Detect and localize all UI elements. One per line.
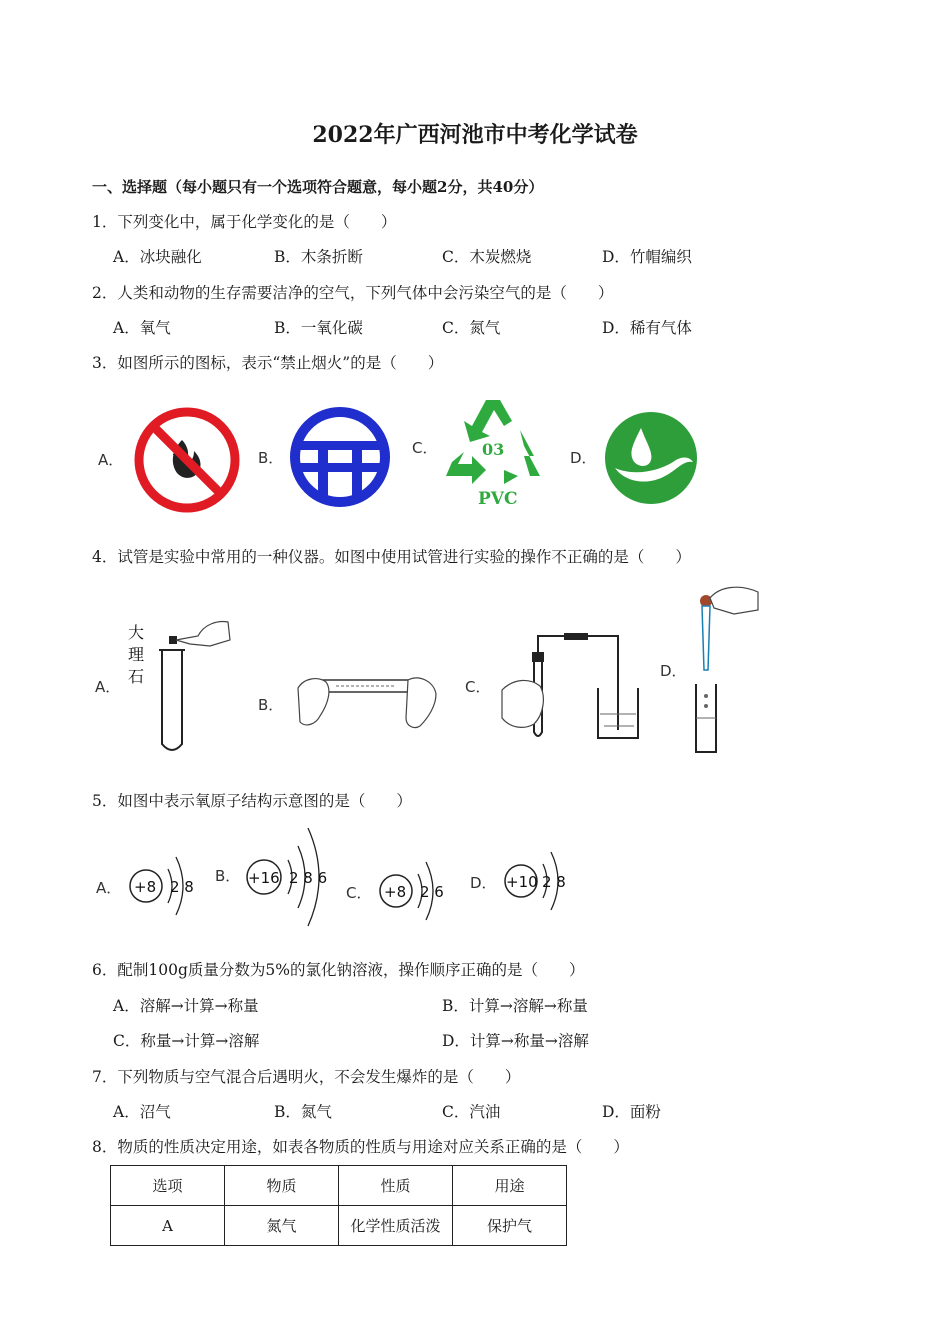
q3-label-b[interactable]: B． [258, 449, 284, 467]
table-row [111, 1206, 567, 1246]
q2-option-d[interactable]: D．稀有气体 [602, 319, 692, 337]
q5-label-c[interactable]: C． [346, 884, 372, 902]
table-cell: 化学性质活泼 [339, 1206, 453, 1246]
table-header-row [111, 1166, 567, 1206]
marble-label-3: 石 [128, 667, 145, 686]
atom-a-shells: 2 8 [170, 878, 194, 896]
question-8-stem: 8．物质的性质决定用途，如表各物质的性质与用途对应关系正确的是（ ） [92, 1138, 629, 1156]
atom-b-nucleus: +16 [248, 869, 280, 887]
q5-label-a[interactable]: A． [96, 879, 122, 897]
atom-c-nucleus: +8 [384, 883, 407, 901]
q4-label-d[interactable]: D． [660, 662, 687, 680]
q1-option-a[interactable]: A．冰块融化 [113, 248, 202, 266]
table-header-cell: 用途 [453, 1166, 567, 1206]
q3-label-a[interactable]: A． [98, 451, 124, 469]
question-4-stem: 4．试管是实验中常用的一种仪器。如图中使用试管进行实验的操作不正确的是（ ） [92, 548, 691, 566]
q3-label-c[interactable]: C． [412, 439, 438, 457]
no-fire-sign-icon [132, 405, 242, 515]
table-cell: A [111, 1206, 225, 1246]
q7-option-b[interactable]: B．氮气 [274, 1103, 332, 1121]
question-6-stem: 6．配制100g质量分数为5%的氯化钠溶液，操作顺序正确的是（ ） [92, 961, 585, 979]
section-heading: 一、选择题（每小题只有一个选项符合题意，每小题2分，共40分） [92, 178, 544, 196]
question-5-stem: 5．如图中表示氧原子结构示意图的是（ ） [92, 792, 412, 810]
table-header-cell: 选项 [111, 1166, 225, 1206]
atom-d-nucleus: +10 [506, 873, 538, 891]
q4-label-c[interactable]: C． [465, 678, 491, 696]
q6-option-d[interactable]: D．计算→称量→溶解 [442, 1032, 589, 1050]
q1-option-b[interactable]: B．木条折断 [274, 248, 363, 266]
q2-option-a[interactable]: A．氧气 [113, 319, 171, 337]
q5-label-b[interactable]: B． [215, 867, 241, 885]
question-3-stem: 3．如图所示的图标，表示“禁止烟火”的是（ ） [92, 354, 444, 372]
atom-b-shells: 2 8 6 [289, 869, 328, 887]
airtightness-check-diagram [494, 630, 644, 745]
table-header-cell: 性质 [339, 1166, 453, 1206]
table-header-cell: 物质 [225, 1166, 339, 1206]
metro-logo-icon [288, 405, 392, 509]
test-tube-marble-diagram [150, 612, 232, 757]
atom-c-shells: 2 6 [420, 883, 444, 901]
q4-label-b[interactable]: B． [258, 696, 284, 714]
table-cell: 保护气 [453, 1206, 567, 1246]
question-7-stem: 7．下列物质与空气混合后遇明火，不会发生爆炸的是（ ） [92, 1068, 521, 1086]
marble-label-2: 理 [128, 645, 145, 664]
q6-option-c[interactable]: C．称量→计算→溶解 [113, 1032, 260, 1050]
q3-label-d[interactable]: D． [570, 449, 597, 467]
q7-option-c[interactable]: C．汽油 [442, 1103, 501, 1121]
question-1-stem: 1．下列变化中，属于化学变化的是（ ） [92, 213, 397, 231]
q7-option-a[interactable]: A．沼气 [113, 1103, 171, 1121]
q1-option-c[interactable]: C．木炭燃烧 [442, 248, 532, 266]
q2-option-c[interactable]: C．氮气 [442, 319, 501, 337]
pvc-text: PVC [478, 489, 518, 509]
q5-label-d[interactable]: D． [470, 874, 497, 892]
q6-option-a[interactable]: A．溶解→计算→称量 [113, 997, 259, 1015]
page-title: 2022年广西河池市中考化学试卷 [312, 122, 638, 148]
q2-option-b[interactable]: B．一氧化碳 [274, 319, 363, 337]
water-saving-icon [603, 410, 699, 506]
hands-holding-tube-diagram [296, 668, 438, 738]
table-cell: 氮气 [225, 1206, 339, 1246]
properties-table [110, 1165, 567, 1246]
q4-label-a[interactable]: A． [95, 678, 121, 696]
marble-label-1: 大 [128, 623, 145, 642]
question-2-stem: 2．人类和动物的生存需要洁净的空气，下列气体中会污染空气的是（ ） [92, 284, 614, 302]
q6-option-b[interactable]: B．计算→溶解→称量 [442, 997, 588, 1015]
q1-option-d[interactable]: D．竹帽编织 [602, 248, 692, 266]
pvc-number: 03 [482, 440, 505, 459]
atom-a-nucleus: +8 [134, 878, 157, 896]
atom-d-shells: 2 8 [542, 873, 566, 891]
q7-option-d[interactable]: D．面粉 [602, 1103, 661, 1121]
dropper-above-tube-diagram [692, 584, 762, 759]
